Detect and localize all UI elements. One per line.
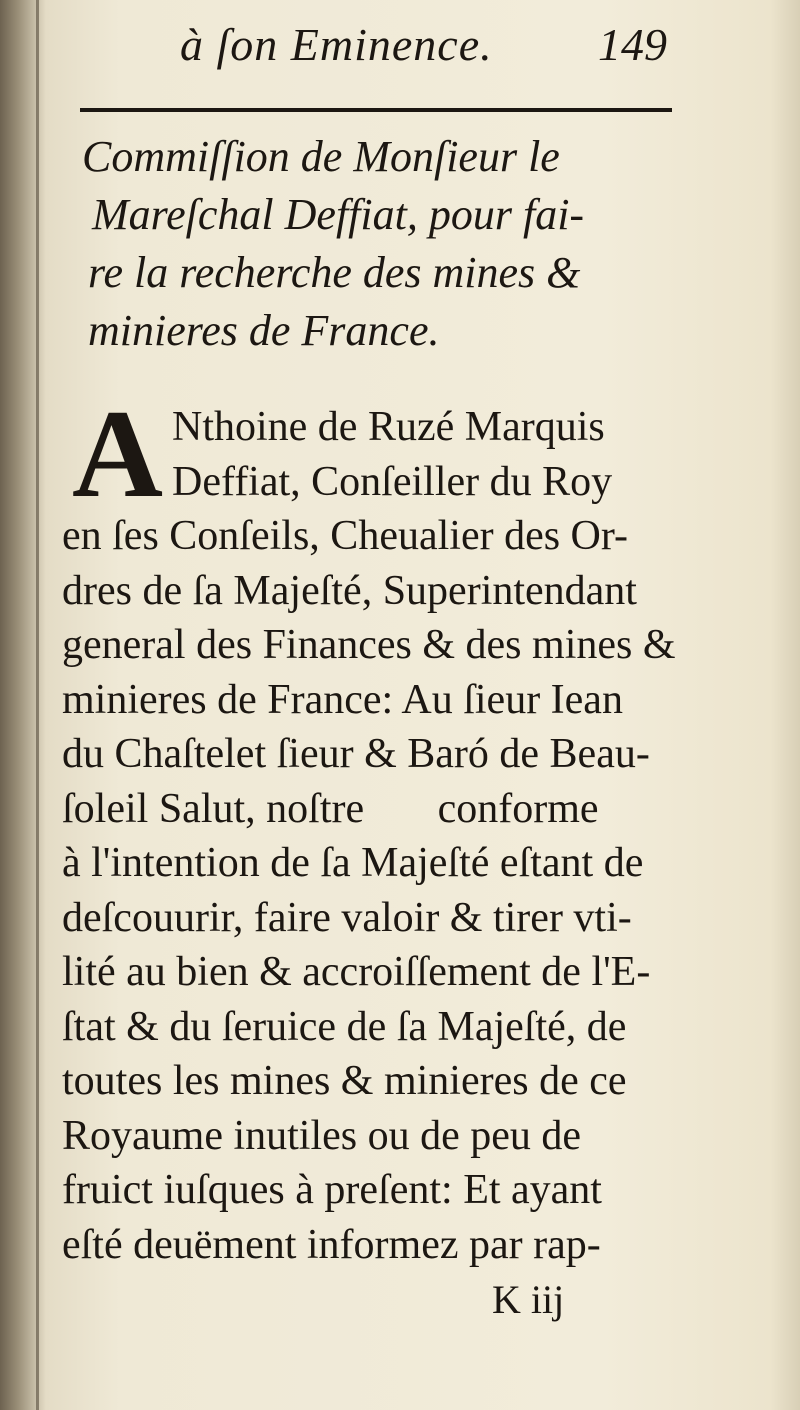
body-line: toutes les mines & minieres de ce xyxy=(62,1058,627,1104)
title-line: Mareſchal Deffiat, pour fai- xyxy=(92,190,585,239)
body-line: du Chaſtelet ſieur & Baró de Beau- xyxy=(62,731,650,777)
body-text xyxy=(62,385,702,1272)
body-line: general des Finances & des mines & xyxy=(62,622,676,668)
body-line: minieres de France: Au ſieur Iean xyxy=(62,676,623,723)
signature-mark: K iij xyxy=(492,1277,565,1322)
body-line: deſcouurir, faire valoir & tirer vti- xyxy=(62,894,632,941)
page-number: 149 xyxy=(598,19,667,70)
body-line: ſtat & du ſeruice de ſa Majeſté, de xyxy=(62,1003,627,1050)
body-line: ſoleil Salut, noſtre conforme xyxy=(62,785,599,832)
body-line: dres de ſa Majeſté, Superintendant xyxy=(62,567,637,614)
title-line: minieres de France. xyxy=(88,306,440,355)
body-line: Nthoine de Ruzé Marquis xyxy=(172,404,605,450)
section-title xyxy=(82,128,722,360)
drop-cap: A xyxy=(72,385,163,524)
body-line: à l'intention de ſa Majeſté eſtant de xyxy=(62,840,644,886)
body-line: en ſes Conſeils, Cheualier des Or- xyxy=(62,513,629,559)
body-line: Deffiat, Conſeiller du Roy xyxy=(172,458,613,505)
header-rule xyxy=(80,108,672,112)
running-title: à ſon Eminence. xyxy=(180,19,493,70)
title-line: Commiſſion de Monſieur le xyxy=(82,132,560,181)
body-line: Royaume inutiles ou de peu de xyxy=(62,1112,582,1159)
title-line: re la recherche des mines & xyxy=(88,248,581,297)
gutter-shadow xyxy=(36,0,39,1410)
body-line: fruict iuſques à preſent: Et ayant xyxy=(62,1167,602,1213)
body-line: lité au bien & accroiſſement de l'E- xyxy=(62,949,651,995)
body-line: eſté deuëment informez par rap- xyxy=(62,1221,601,1268)
